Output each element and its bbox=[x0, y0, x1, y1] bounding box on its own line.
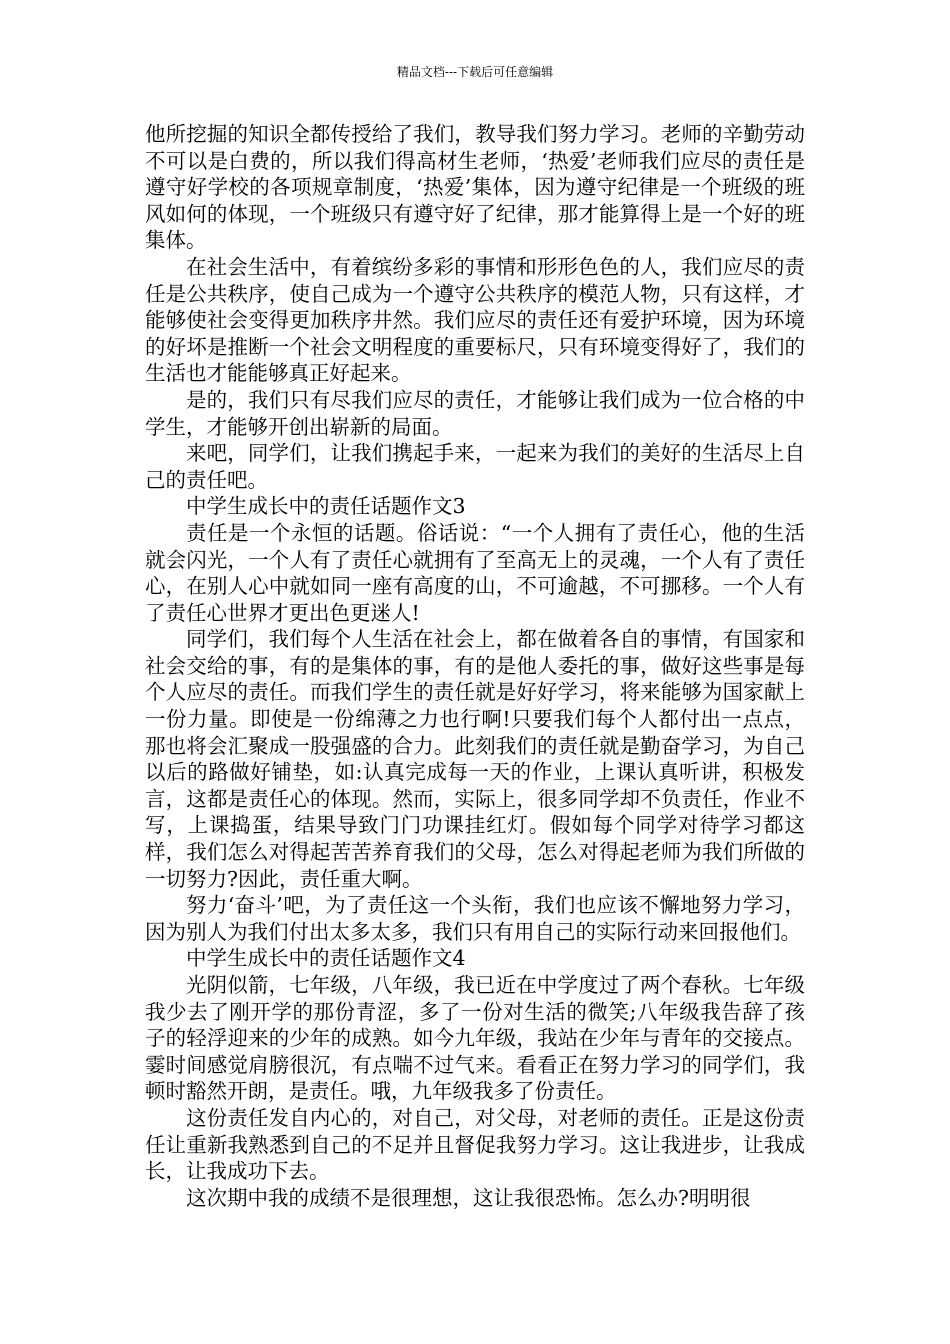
paragraph: 来吧，同学们，让我们携起手来，一起来为我们的美好的生活尽上自己的责任吧。 bbox=[145, 441, 805, 492]
section-title: 中学生成长中的责任话题作文4 bbox=[186, 946, 466, 971]
paragraph: 努力‘奋斗’吧，为了责任这一个头衔，我们也应该不懈地努力学习，因为别人为我们付出太多太多，我们只有用自己的实际行动来回报他们。 bbox=[145, 893, 805, 944]
page-header: 精品文档---下载后可任意编辑 bbox=[396, 65, 554, 79]
paragraph: 这份责任发自内心的，对自己，对父母，对老师的责任。正是这份责任让重新我熟悉到自己的不足并且督促我努力学习。这让我进步，让我成长，让我成功下去。 bbox=[145, 1105, 805, 1184]
paragraph: 在社会生活中，有着缤纷多彩的事情和形形色色的人，我们应尽的责任是公共秩序，使自己成为一个遵守公共秩序的模范人物，只有这样，才能够使社会变得更加秩序井然。我们应尽的责任还有爱护环境，因为环境的好坏是推断一个社会文明程度的重要标尺，只有环境变得好了，我们的生活也才能能够真正好起来。 bbox=[145, 254, 805, 386]
paragraph: 责任是一个永恒的话题。俗话说：“一个人拥有了责任心，他的生活就会闪光，一个人有了责任心就拥有了至高无上的灵魂，一个人有了责任心，在别人心中就如同一座有高度的山，不可逾越，不可挪移。一个人有了责任心世界才更出色更迷人! bbox=[145, 520, 805, 625]
document-body bbox=[145, 121, 805, 1211]
section-title: 中学生成长中的责任话题作文3 bbox=[186, 494, 466, 519]
paragraph: 这次期中我的成绩不是很理想，这让我很恐怖。怎么办?明明很 bbox=[186, 1185, 751, 1210]
paragraph: 是的，我们只有尽我们应尽的责任，才能够让我们成为一位合格的中学生，才能够开创出崭新的局面。 bbox=[145, 387, 805, 439]
paragraph: 光阴似箭，七年级，八年级，我已近在中学度过了两个春秋。七年级我少去了刚开学的那份青涩，多了一份对生活的微笑;八年级我告辞了孩子的轻浮迎来的少年的成熟。如今九年级，我站在少年与青年的交接点。霎时间感觉肩膀很沉，有点喘不过气来。看看正在努力学习的同学们，我顿时豁然开朗，是责任。哦，九年级我多了份责任。 bbox=[145, 973, 805, 1104]
paragraph: 他所挖掘的知识全都传授给了我们，教导我们努力学习。老师的辛勤劳动不可以是白费的，所以我们得高材生老师，‘热爱’老师我们应尽的责任是遵守好学校的各项规章制度，‘热爱’集体，因为遵守纪律是一个班级的班风如何的体现，一个班级只有遵守好了纪律，那才能算得上是一个好的班集体。 bbox=[145, 122, 805, 253]
paragraph: 同学们，我们每个人生活在社会上，都在做着各自的事情，有国家和社会交给的事，有的是集体的事，有的是他人委托的事，做好这些事是每个人应尽的责任。而我们学生的责任就是好好学习，将来能够为国家献上一份力量。即使是一份绵薄之力也行啊!只要我们每个人都付出一点点，那也将会汇聚成一股强盛的合力。此刻我们的责任就是勤奋学习，为自己以后的路做好铺垫，如:认真完成每一天的作业，上课认真听讲，积极发言，这都是责任心的体现。然而，实际上，很多同学却不负责任，作业不写，上课捣蛋，结果导致门门功课挂红灯。假如每个同学对待学习都这样，我们怎么对得起苦苦养育我们的父母，怎么对得起老师为我们所做的一切努力?因此，责任重大啊。 bbox=[145, 627, 805, 891]
